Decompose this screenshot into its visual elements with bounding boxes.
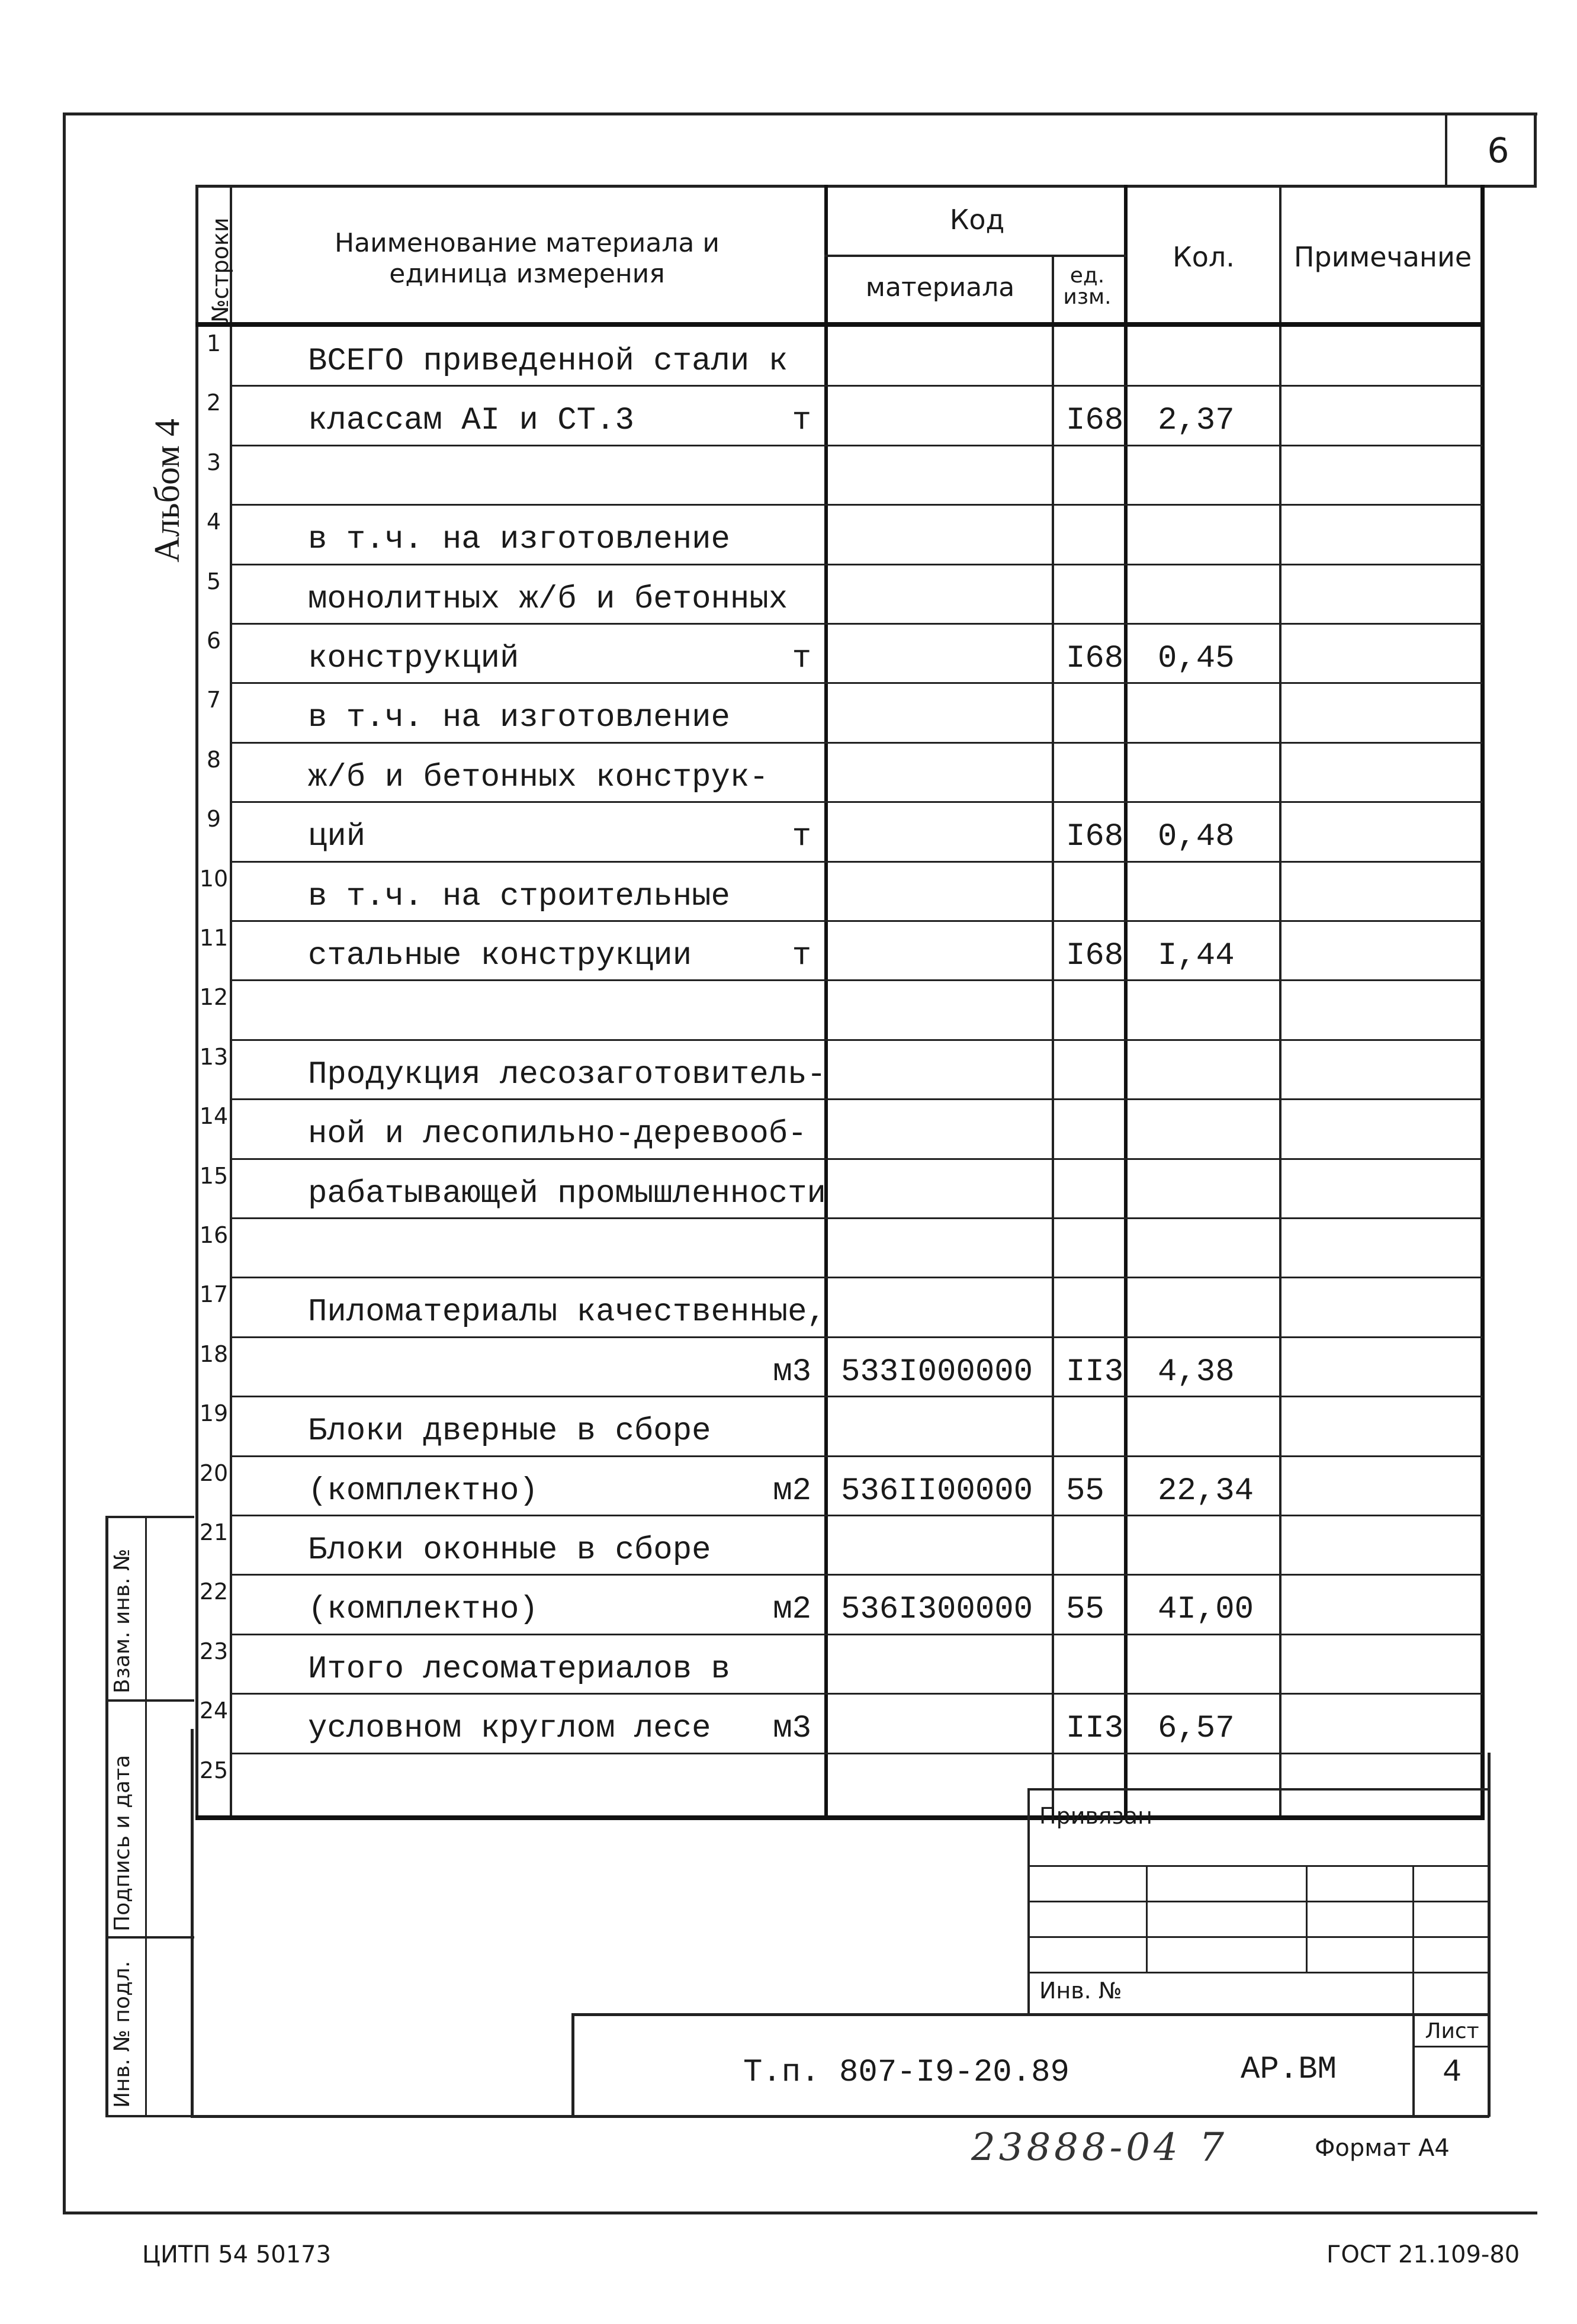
inv-no-label: Инв. №	[1039, 1978, 1122, 2004]
row-line	[230, 1336, 1482, 1338]
title-block-bottom	[191, 2115, 1489, 2118]
header-name: Наименование материала и единица измерения	[335, 228, 720, 289]
side-stamp-left	[105, 1516, 108, 2117]
table-bottom	[195, 1815, 1485, 1820]
row-number: 16	[199, 1222, 229, 1248]
row-ed: II3	[1066, 1354, 1124, 1390]
row-text: рабатывающей промышленности	[308, 1175, 826, 1212]
row-ed: I68	[1066, 819, 1124, 856]
header-code-material: материала	[865, 272, 1015, 303]
row-ed: I68	[1066, 403, 1124, 439]
row-qty: 22,34	[1158, 1473, 1254, 1509]
footer-left: ЦИТП 54 50173	[142, 2241, 332, 2268]
privyazan-grid-h4	[1027, 1972, 1489, 1973]
row-number: 24	[199, 1698, 229, 1724]
privyazan-grid-h3	[1027, 1936, 1489, 1938]
row-line	[230, 1515, 1482, 1516]
row-qty: 4,38	[1158, 1354, 1235, 1390]
row-number: 3	[206, 449, 221, 475]
row-text: Итого лесоматериалов в	[308, 1651, 730, 1687]
page-number: 6	[1487, 130, 1509, 171]
header-top-line	[195, 185, 1537, 188]
row-line	[230, 385, 1482, 387]
handwritten-number: 23888-04	[971, 2126, 1181, 2169]
row-text: классам АI и СТ.3	[308, 403, 634, 439]
row-text: конструкций	[308, 641, 519, 677]
row-text: в т.ч. на строительные	[308, 878, 730, 915]
privyazan-grid-h1	[1027, 1865, 1489, 1867]
row-line	[230, 1217, 1482, 1219]
row-unit: м3	[773, 1711, 811, 1747]
privyazan-grid-v3	[1412, 1865, 1414, 2016]
row-number: 23	[199, 1638, 229, 1664]
privyazan-top	[1027, 1788, 1489, 1791]
row-unit: т	[792, 403, 811, 439]
row-line	[230, 1753, 1482, 1754]
frame-top	[63, 112, 1537, 115]
header-row-no: №строки	[207, 217, 233, 323]
row-text: (комплектно)	[308, 1592, 538, 1628]
row-number: 14	[199, 1103, 229, 1130]
row-number: 5	[206, 568, 221, 594]
row-ed: 55	[1066, 1592, 1104, 1628]
row-line	[230, 1158, 1482, 1160]
row-text: в т.ч. на изготовление	[308, 522, 730, 558]
row-line	[230, 1634, 1482, 1635]
privyazan-grid-h2	[1027, 1901, 1489, 1902]
row-number: 25	[199, 1757, 229, 1783]
row-qty: 0,48	[1158, 819, 1235, 856]
col-code-mat	[1052, 255, 1054, 1819]
privyazan-label: Привязан	[1039, 1803, 1152, 1829]
row-text: условном круглом лесе	[308, 1711, 711, 1747]
handwritten-copy: 7	[1199, 2124, 1224, 2170]
stamp-right	[1488, 1753, 1491, 2117]
row-text: ной и лесопильно-деревооб-	[308, 1116, 807, 1153]
doc-mark: АР.ВМ	[1241, 2052, 1337, 2088]
row-number: 9	[206, 806, 221, 832]
frame-left	[63, 112, 66, 2214]
row-text: ций	[308, 819, 366, 856]
row-line	[230, 1277, 1482, 1278]
row-text: Пиломатериалы качественные,	[308, 1294, 826, 1331]
row-line	[230, 979, 1482, 981]
row-text: ВСЕГО приведенной стали к	[308, 343, 788, 380]
row-text: стальные конструкции	[308, 938, 692, 974]
row-number: 1	[206, 330, 221, 356]
row-qty: 2,37	[1158, 403, 1235, 439]
row-number: 13	[199, 1043, 229, 1070]
side-stamp-top	[105, 1516, 194, 1518]
sheet-label: Лист	[1425, 2019, 1479, 2043]
row-unit: т	[792, 938, 811, 974]
row-line	[230, 445, 1482, 446]
side-stamp-bottom	[105, 2115, 194, 2117]
row-unit: м3	[773, 1354, 811, 1390]
row-number: 4	[206, 509, 221, 535]
privyazan-grid-v1	[1146, 1865, 1148, 1972]
row-number: 15	[199, 1162, 229, 1189]
header-note: Примечание	[1293, 241, 1472, 273]
row-text: Блоки оконные в сборе	[308, 1532, 711, 1568]
row-qty: I,44	[1158, 938, 1235, 974]
side-podpis: Подпись и дата	[110, 1754, 134, 1931]
row-number: 6	[206, 628, 221, 654]
row-text: (комплектно)	[308, 1473, 538, 1509]
row-line	[230, 623, 1482, 625]
row-number: 17	[199, 1281, 229, 1308]
row-unit: т	[792, 641, 811, 677]
frame-right-top	[1534, 112, 1537, 187]
side-vzam: Взам. инв. №	[110, 1548, 134, 1693]
row-number: 21	[199, 1519, 229, 1545]
row-number: 7	[206, 687, 221, 713]
row-line	[230, 682, 1482, 684]
sheet-box-left	[1412, 2013, 1415, 2117]
side-stamp-inner	[145, 1516, 147, 2117]
row-line	[230, 1693, 1482, 1695]
row-line	[230, 564, 1482, 565]
header-code-sub	[824, 255, 1126, 257]
row-line	[230, 1574, 1482, 1576]
row-line	[230, 1396, 1482, 1397]
row-number: 22	[199, 1579, 229, 1605]
side-stamp-div1	[105, 1699, 194, 1702]
row-unit: м2	[773, 1592, 811, 1628]
row-number: 11	[199, 925, 229, 951]
row-text: Блоки дверные в сборе	[308, 1413, 711, 1450]
footer-right: ГОСТ 21.109-80	[1327, 2241, 1520, 2268]
row-ed: 55	[1066, 1473, 1104, 1509]
row-text: Продукция лесозаготовитель-	[308, 1056, 826, 1093]
row-text: монолитных ж/б и бетонных	[308, 581, 788, 618]
stamp-area-left	[191, 1729, 194, 2117]
row-number: 2	[206, 390, 221, 416]
row-qty: 4I,00	[1158, 1592, 1254, 1628]
page-number-box-left	[1445, 112, 1447, 187]
header-qty: Кол.	[1173, 241, 1235, 273]
row-line	[230, 1039, 1482, 1041]
row-line	[230, 1455, 1482, 1457]
row-line	[230, 801, 1482, 803]
row-number: 10	[199, 865, 229, 892]
privyazan-grid-v2	[1306, 1865, 1308, 1972]
row-number: 8	[206, 746, 221, 773]
frame-bottom	[63, 2212, 1537, 2214]
row-number: 18	[199, 1341, 229, 1367]
row-code: 536I300000	[841, 1592, 1033, 1628]
sheet-box-divider	[1412, 2046, 1489, 2047]
row-number: 12	[199, 984, 229, 1011]
row-text: ж/б и бетонных конструк-	[308, 759, 769, 796]
format-label: Формат А4	[1315, 2135, 1450, 2162]
row-ed: II3	[1066, 1711, 1124, 1747]
row-ed: I68	[1066, 641, 1124, 677]
row-ed: I68	[1066, 938, 1124, 974]
row-text: в т.ч. на изготовление	[308, 700, 730, 737]
row-unit: м2	[773, 1473, 811, 1509]
row-line	[230, 742, 1482, 744]
row-code: 533I000000	[841, 1354, 1033, 1390]
title-block-left	[571, 2013, 574, 2117]
side-inv-podl: Инв. № подл.	[110, 1960, 134, 2108]
row-code: 536II00000	[841, 1473, 1033, 1509]
row-qty: 6,57	[1158, 1711, 1235, 1747]
row-line	[230, 504, 1482, 506]
header-code-unit: ед. изм.	[1063, 263, 1112, 309]
row-unit: т	[792, 819, 811, 856]
header-bottom	[195, 322, 1485, 327]
row-line	[230, 861, 1482, 863]
header-code: Код	[949, 204, 1005, 236]
side-stamp-div2	[105, 1936, 194, 1939]
doc-code: Т.п. 807-I9-20.89	[743, 2055, 1069, 2091]
row-number: 20	[199, 1460, 229, 1486]
sheet-number: 4	[1442, 2055, 1462, 2091]
row-number: 19	[199, 1400, 229, 1427]
title-block-top	[571, 2013, 1489, 2016]
row-line	[230, 920, 1482, 922]
album-label: Альбом 4	[147, 419, 187, 562]
row-qty: 0,45	[1158, 641, 1235, 677]
row-line	[230, 1098, 1482, 1100]
